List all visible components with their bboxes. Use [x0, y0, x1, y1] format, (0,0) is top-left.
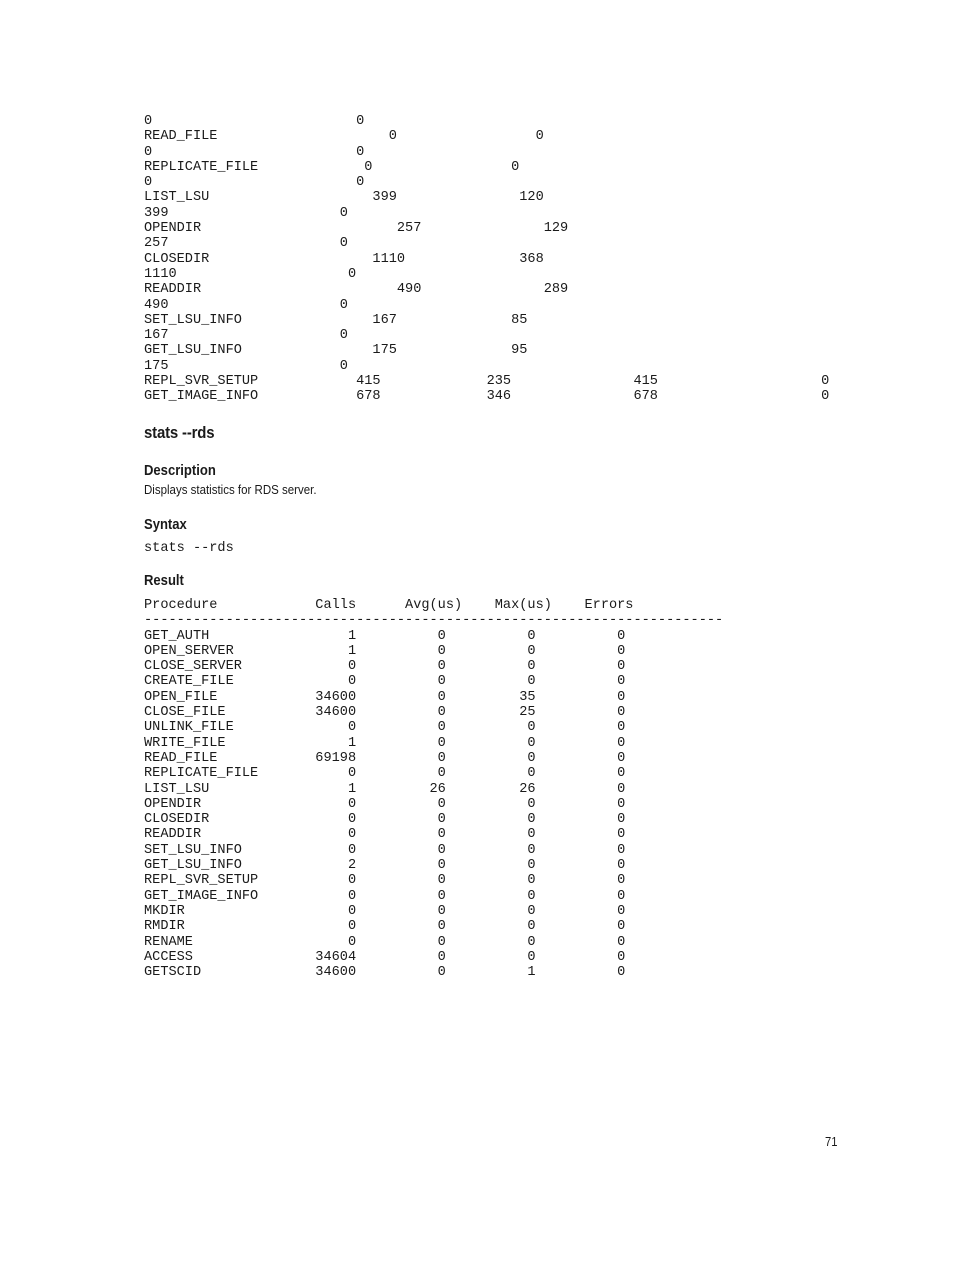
result-line: CLOSEDIR 0 0 0 0 [144, 812, 626, 828]
continuation-output-block [144, 114, 829, 405]
output-line: 399 0 [144, 205, 348, 221]
result-heading: Result [144, 573, 184, 589]
result-line: OPEN_SERVER 1 0 0 0 [144, 643, 626, 659]
output-line: REPL_SVR_SETUP 415 235 415 0 [144, 374, 830, 390]
result-line: RENAME 0 0 0 0 [144, 934, 626, 950]
output-line: READDIR 490 289 [144, 282, 569, 298]
output-line: 167 0 [144, 328, 348, 344]
result-line: SET_LSU_INFO 0 0 0 0 [144, 842, 626, 858]
output-line: 257 0 [144, 236, 348, 252]
result-line: OPENDIR 0 0 0 0 [144, 796, 626, 812]
output-line: LIST_LSU 399 120 [144, 190, 544, 206]
output-line: CLOSEDIR 1110 368 [144, 251, 544, 267]
result-line: REPL_SVR_SETUP 0 0 0 0 [144, 873, 626, 889]
result-line: RMDIR 0 0 0 0 [144, 919, 626, 935]
result-line: CREATE_FILE 0 0 0 0 [144, 674, 626, 690]
output-line: OPENDIR 257 129 [144, 221, 569, 237]
result-line: CLOSE_FILE 34600 0 25 0 [144, 705, 626, 721]
output-line: 1110 0 [144, 266, 357, 282]
result-line: ----------------------------------------------------------------------- [144, 613, 724, 629]
result-line: UNLINK_FILE 0 0 0 0 [144, 720, 626, 736]
result-line: MKDIR 0 0 0 0 [144, 903, 626, 919]
description-heading: Description [144, 463, 216, 479]
output-line: READ_FILE 0 0 [144, 129, 544, 145]
syntax-heading: Syntax [144, 517, 187, 533]
output-line: 490 0 [144, 297, 348, 313]
result-line: WRITE_FILE 1 0 0 0 [144, 735, 626, 751]
result-line: GETSCID 34600 0 1 0 [144, 965, 626, 981]
output-line: SET_LSU_INFO 167 85 [144, 312, 528, 328]
result-line: READ_FILE 69198 0 0 0 [144, 750, 626, 766]
page-number: 71 [825, 1135, 838, 1149]
output-line: 0 0 [144, 114, 365, 129]
output-line: GET_LSU_INFO 175 95 [144, 343, 528, 359]
result-line: REPLICATE_FILE 0 0 0 0 [144, 766, 626, 782]
output-line: 175 0 [144, 358, 348, 374]
output-line: GET_IMAGE_INFO 678 346 678 0 [144, 389, 830, 405]
output-line: REPLICATE_FILE 0 0 [144, 159, 520, 175]
result-output-block [144, 598, 723, 980]
syntax-code: stats --rds [144, 541, 234, 556]
result-line: GET_IMAGE_INFO 0 0 0 0 [144, 888, 626, 904]
section-title: stats --rds [144, 423, 215, 442]
description-text: Displays statistics for RDS server. [144, 483, 317, 497]
result-line: CLOSE_SERVER 0 0 0 0 [144, 659, 626, 675]
result-line: ACCESS 34604 0 0 0 [144, 949, 626, 965]
result-line: Procedure Calls Avg(us) Max(us) Errors [144, 598, 634, 613]
result-line: LIST_LSU 1 26 26 0 [144, 781, 626, 797]
result-line: GET_AUTH 1 0 0 0 [144, 628, 626, 644]
output-line: 0 0 [144, 144, 365, 160]
result-line: GET_LSU_INFO 2 0 0 0 [144, 858, 626, 874]
result-line: OPEN_FILE 34600 0 35 0 [144, 689, 626, 705]
output-line: 0 0 [144, 175, 365, 191]
result-line: READDIR 0 0 0 0 [144, 827, 626, 843]
